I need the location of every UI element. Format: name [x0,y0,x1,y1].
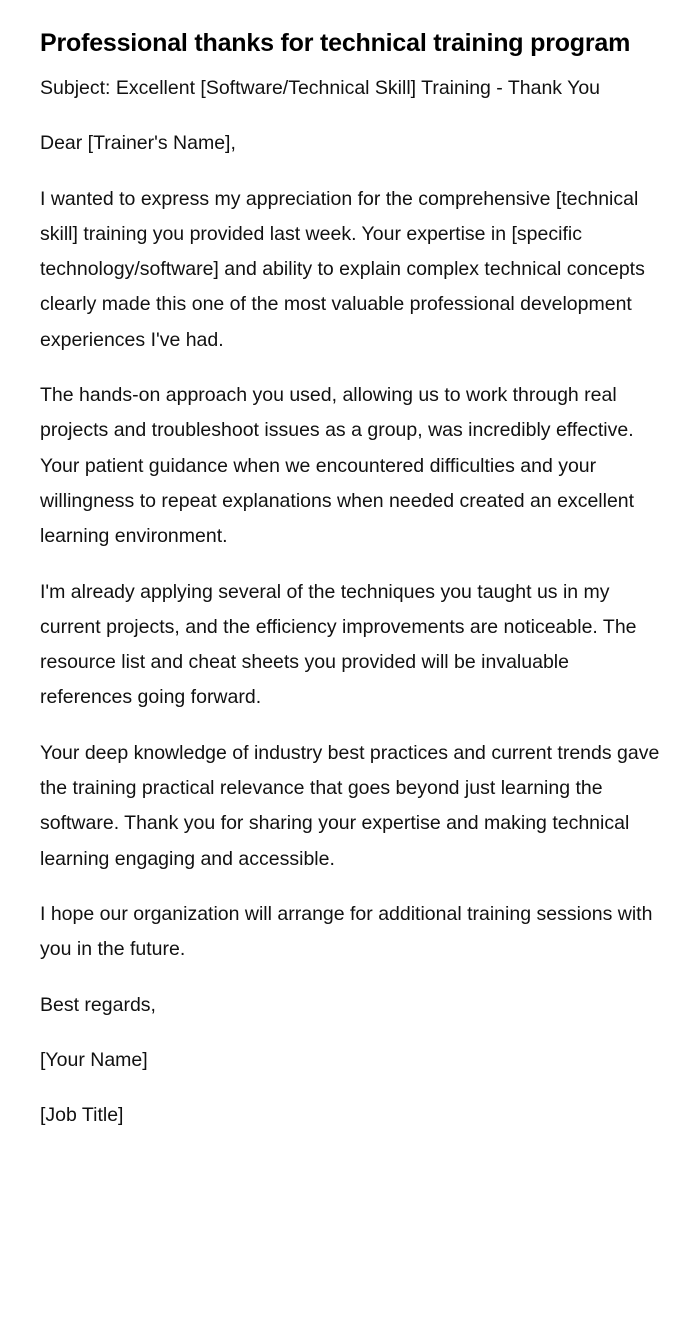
body-paragraph-5: I hope our organization will arrange for additional training sessions with you in the future. [40,902,653,961]
subject-line: Subject: Excellent [Software/Technical Skill] Training - Thank You [40,77,601,99]
body-paragraph-3: I'm already applying several of the techniques you taught us in my current projects, and the efficiency improvements are noticeable. The resource list and cheat sheets you provided will be invaluable references going forward. [40,580,637,709]
document-title: Professional thanks for technical training program [40,29,631,57]
name-placeholder: [Your Name] [40,1048,148,1071]
body-paragraph-1: I wanted to express my appreciation for the comprehensive [technical skill] training you provided last week. Your expertise in [specific technology/software] and ability to explain complex technical concepts clearly made this one of the most valuable professional development experiences I've had. [40,187,645,351]
body-paragraph-2: The hands-on approach you used, allowing us to work through real projects and troubleshoot issues as a group, was incredibly effective. Your patient guidance when we encountered difficulties and your willingness to repeat explanations when needed created an excellent learning environment. [40,384,635,548]
closing: Best regards, [40,993,156,1016]
greeting: Dear [Trainer's Name], [40,132,236,155]
job-title-placeholder: [Job Title] [40,1104,124,1127]
body-paragraph-4: Your deep knowledge of industry best practices and current trends gave the training practical relevance that goes beyond just learning the software. Thank you for sharing your expertise and making technical learning engaging and accessible. [40,741,660,870]
